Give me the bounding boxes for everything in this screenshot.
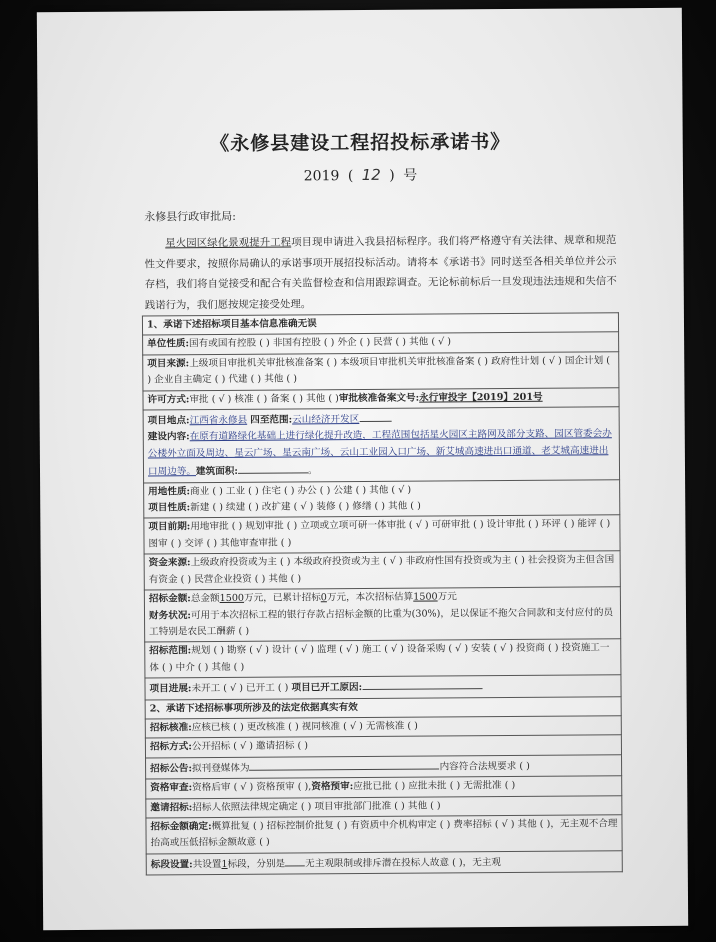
scope-blank <box>359 410 391 422</box>
label-fund: 资金来源: <box>148 557 191 569</box>
value-permit-no: 永行审投字【2019】201号 <box>419 391 543 404</box>
value-finance: 可用于本次招标工程的银行存款占招标金额的比重为(30%)，足以保证不拖欠合同款和支付应付的员工特别是农民工酬薪 ( ) <box>149 606 614 638</box>
addressee: 永修县行政审批局: <box>144 209 236 224</box>
section-1-header: 1、承诺下述招标项目基本信息准确无误 <box>142 313 618 336</box>
row-fund <box>144 551 620 590</box>
reason-blank <box>362 677 482 690</box>
intro-paragraph <box>144 230 617 315</box>
value-source: 上级项目审批机关审批核准备案 ( ) 本级项目审批机关审批核准备案 ( ) 政府性计划 ( √ ) 国企计划 ( ) 企业自主确定 ( ) 代建 ( ) 其他 ( ) <box>147 355 611 386</box>
row-price <box>146 815 622 854</box>
value-land: 商业 ( ) 工业 ( ) 住宅 ( ) 办公 ( ) 公建 ( ) 其他 ( √ ) <box>190 484 412 497</box>
value-price: 概算批复 ( ) 招标控制价批复 ( ) 有资质中介机构审定 ( ) 费率招标 ( √ ) 其他 ( )，无主观不合理抬高或压低招标金额故意 ( ) <box>150 818 618 849</box>
label-section-setting: 标段设置: <box>150 858 193 871</box>
notice-pre: 拟刊登媒体为 <box>191 762 250 774</box>
label-qualification: 资格审查: <box>150 782 193 794</box>
value-qualification: 资格后审 ( √ ) 资格预审 ( ), <box>192 781 312 794</box>
area-suffix: 。 <box>307 465 318 477</box>
amount-total: 1500 <box>219 592 245 605</box>
label-pre: 项目前期: <box>148 521 191 533</box>
value-fund: 上级政府投资或为主 ( ) 本级政府投资或为主 ( √ ) 非政府性国有投资或为主 ( ) 社会投资为主但含国有资金 ( ) 民营企业投资 ( ) 其他 ( ) <box>148 554 615 586</box>
value-location: 江西省永修县 <box>189 414 248 427</box>
value-unit: 国有或国有控股 ( ) 非国有控股 ( ) 外企 ( ) 民营 ( ) 其他 ( √ ) <box>189 336 452 350</box>
document-year: 2019 ( <box>303 168 354 185</box>
label-approve: 招标核准: <box>149 722 192 734</box>
label-reason: 项目已开工原因: <box>291 682 363 694</box>
commitment-form <box>142 312 623 876</box>
label-prequal: 资格预审: <box>311 781 354 793</box>
area-blank <box>238 462 308 474</box>
section-post: 无主观限制或排斥潜在投标人故意 ( )，无主观 <box>305 856 502 870</box>
notice-blank <box>250 757 440 770</box>
label-price: 招标金额确定: <box>150 821 212 833</box>
value-permit: 审批 ( √ ) 核准 ( ) 备案 ( ) 其他 ( ) <box>189 392 339 405</box>
value-nature: 新建 ( ) 续建 ( ) 改扩建 ( √ ) 装修 ( ) 修缮 ( ) 其他 ( ) <box>190 500 421 514</box>
document-number <box>38 163 683 188</box>
section-blank <box>285 854 305 866</box>
value-scope: 云山经济开发区 <box>292 414 360 426</box>
label-permit: 许可方式: <box>147 393 190 406</box>
row-amount <box>144 587 620 643</box>
row-land <box>144 479 620 518</box>
value-content: 在原有道路绿化基础上进行绿化提升改造，工程范围包括星火园区主路网及部分支路、园区管委会办公楼外立面及周边、星云广场、星云南广场、云山工业园入口广场、新艾城高速进出口通道、老艾城高速进出口周边等。 <box>147 428 612 478</box>
label-source: 项目来源: <box>147 358 190 370</box>
value-progress: 未开工 ( √ ) 已开工 ( ) <box>191 682 289 695</box>
label-permit-no: 审批核准备案文号: <box>338 392 420 404</box>
document-title: 《永修县建设工程招投标承诺书》 <box>210 130 511 156</box>
row-location <box>143 407 619 483</box>
label-notice: 招标公告: <box>150 762 193 775</box>
value-approve: 应核已核 ( ) 更改核准 ( ) 视同核准 ( √ ) 无需核准 ( ) <box>191 720 418 734</box>
intro-project-name: 星火园区绿化景观提升工程 <box>165 236 292 250</box>
document-page <box>37 8 688 930</box>
section-count: 1 <box>221 858 228 870</box>
row-pre <box>144 515 620 554</box>
value-pre: 用地审批 ( ) 规划审批 ( ) 立项或立项可研一体审批 ( √ ) 可研审批 ( ) 设计审批 ( ) 环评 ( ) 能评 ( ) 图审 ( ) 交评 ( ) 其他审查审批 ( ) <box>148 518 611 550</box>
intro-text: 项目现申请进入我县招标程序。我们将严格遵守有关法律、规章和规范性文件要求，按照你局确认的承诺事项开展招投标活动。请将本《承诺书》同时送至各相关单位并公示存档，我们将自觉接受和配合有关监督检查和信用跟踪调查。无论标前标后一旦发现违法违规和失信不践诺行为，我们愿按规定接受处理。 <box>144 234 617 312</box>
amount-pre: 总金额 <box>190 593 220 605</box>
label-location: 项目地点: <box>147 415 190 427</box>
value-method: 公开招标 ( √ ) 邀请招标 ( ) <box>191 740 309 753</box>
value-prequal: 应批已批 ( ) 应批未批 ( ) 无需批准 ( ) <box>353 780 516 793</box>
document-number-suffix: ) 号 <box>389 167 418 184</box>
label-nature: 项目性质: <box>148 502 191 514</box>
label-range: 招标范围: <box>149 645 192 657</box>
amount-mid2: 万元，本次招标估算 <box>326 591 414 604</box>
row-range <box>145 639 621 678</box>
label-land: 用地性质: <box>148 485 191 498</box>
section-2-header: 2、承诺下述招标事项所涉及的法定依据真实有效 <box>145 696 621 719</box>
label-scope: 四至范围: <box>250 414 293 426</box>
label-progress: 项目进展: <box>149 683 192 695</box>
value-invite: 招标人依照法律规定确定 ( ) 项目审批部门批准 ( ) 其他 ( ) <box>192 800 441 813</box>
amount-mid1: 万元，已累计招标 <box>243 592 321 604</box>
label-amount: 招标金额: <box>148 593 191 605</box>
amount-this: 1500 <box>413 591 438 603</box>
row-source <box>143 352 619 391</box>
label-invite: 邀请招标: <box>150 801 193 814</box>
label-area: 建筑面积: <box>195 466 238 478</box>
label-content: 建设内容: <box>147 431 190 443</box>
section-pre: 共设置 <box>192 858 222 870</box>
amount-cumulative: 0 <box>320 592 327 604</box>
row-section-setting <box>146 850 622 875</box>
value-range: 规划 ( ) 勘察 ( √ ) 设计 ( √ ) 监理 ( √ ) 施工 ( √ ) 设备采购 ( √ ) 安装 ( √ ) 投资商 ( ) 投资施工一体 ( ) 中介 ( ) 其他 ( ) <box>149 642 610 674</box>
label-finance: 财务状况: <box>148 609 191 621</box>
section-mid: 标段，分别是 <box>227 858 286 870</box>
handwritten-number: 12 <box>361 165 381 184</box>
label-method: 招标方式: <box>149 741 192 753</box>
notice-post: 内容符合法规要求 ( ) <box>439 760 530 773</box>
amount-unit: 万元 <box>437 591 457 603</box>
label-unit: 单位性质: <box>147 338 190 350</box>
